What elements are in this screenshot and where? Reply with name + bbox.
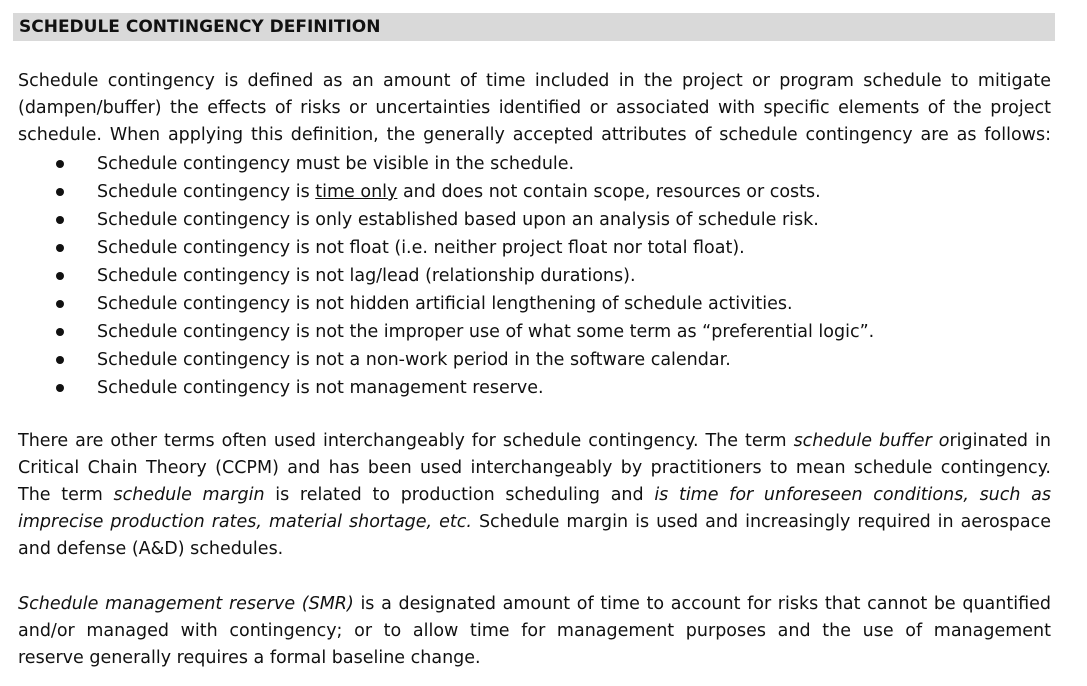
- smr-paragraph: [18, 591, 1051, 672]
- paragraph-line: [18, 482, 1051, 509]
- paragraph-line: schedule. When applying this definition, the generally accepted attributes of schedule contingency are as follows:: [18, 125, 1051, 145]
- paragraph-line: Schedule contingency is defined as an amount of time included in the project or program schedule to mitigate: [18, 71, 1051, 91]
- paragraph-line: reserve generally requires a formal baseline change.: [18, 648, 481, 668]
- paragraph-line: [18, 509, 1051, 536]
- list-item-text: Schedule contingency is not management reserve.: [97, 378, 544, 398]
- italic-definition: imprecise production rates, material shortage, etc.: [18, 512, 472, 532]
- section-heading-bar: [13, 13, 1055, 41]
- text-run: Schedule margin is used and increasingly required in aerospace: [471, 512, 1051, 532]
- list-item-text-start: Schedule contingency is: [97, 182, 316, 202]
- bullet-icon: [56, 272, 64, 280]
- bullet-icon: [56, 244, 64, 252]
- paragraph-line: (dampen/buffer) the effects of risks or uncertainties identified or associated with specific elements of the project: [18, 98, 1051, 118]
- italic-definition: is time for unforeseen conditions, such as: [654, 485, 1051, 505]
- bullet-icon: [56, 300, 64, 308]
- term-schedule-buffer: schedule buffer o: [793, 431, 950, 451]
- definition-paragraph: [18, 68, 1051, 149]
- section-heading: SCHEDULE CONTINGENCY DEFINITION: [19, 17, 381, 37]
- list-item-text: Schedule contingency is not the improper use of what some term as “preferential logic”.: [97, 322, 875, 342]
- list-item-text-end: and does not contain scope, resources or costs.: [397, 182, 821, 202]
- list-item-text: Schedule contingency is not lag/lead (relationship durations).: [97, 266, 636, 286]
- paragraph-line: and/or managed with contingency; or to allow time for management purposes and the use of management: [18, 621, 1051, 641]
- list-item-text: [97, 178, 821, 206]
- text-run: riginated in: [949, 431, 1051, 451]
- bullet-icon: [56, 160, 64, 168]
- other-terms-paragraph: [18, 428, 1051, 563]
- text-run: is related to production scheduling and: [264, 485, 655, 505]
- text-run: There are other terms often used interchangeably for schedule contingency. The term: [18, 431, 794, 451]
- list-item-text: Schedule contingency is not hidden artificial lengthening of schedule activities.: [97, 294, 793, 314]
- term-schedule-margin: schedule margin: [113, 485, 265, 505]
- paragraph-line: Critical Chain Theory (CCPM) and has been used interchangeably by practitioners to mean schedule contingency.: [18, 458, 1051, 478]
- bullet-icon: [56, 356, 64, 364]
- bullet-icon: [56, 328, 64, 336]
- bullet-icon: [56, 188, 64, 196]
- text-run: is a designated amount of time to account for risks that cannot be quantified: [353, 594, 1051, 614]
- paragraph-line: [18, 591, 1051, 618]
- term-smr: Schedule management reserve (SMR): [18, 594, 354, 614]
- list-item-text: Schedule contingency is not float (i.e. neither project float nor total float).: [97, 238, 745, 258]
- bullet-icon: [56, 384, 64, 392]
- paragraph-line: [18, 428, 1051, 455]
- paragraph-line: and defense (A&D) schedules.: [18, 539, 284, 559]
- list-item-text: Schedule contingency is not a non-work period in the software calendar.: [97, 350, 731, 370]
- list-item-text: Schedule contingency must be visible in the schedule.: [97, 154, 575, 174]
- underlined-phrase: time only: [315, 182, 398, 202]
- text-run: The term: [18, 485, 114, 505]
- list-item-text: Schedule contingency is only established based upon an analysis of schedule risk.: [97, 210, 819, 230]
- bullet-icon: [56, 216, 64, 224]
